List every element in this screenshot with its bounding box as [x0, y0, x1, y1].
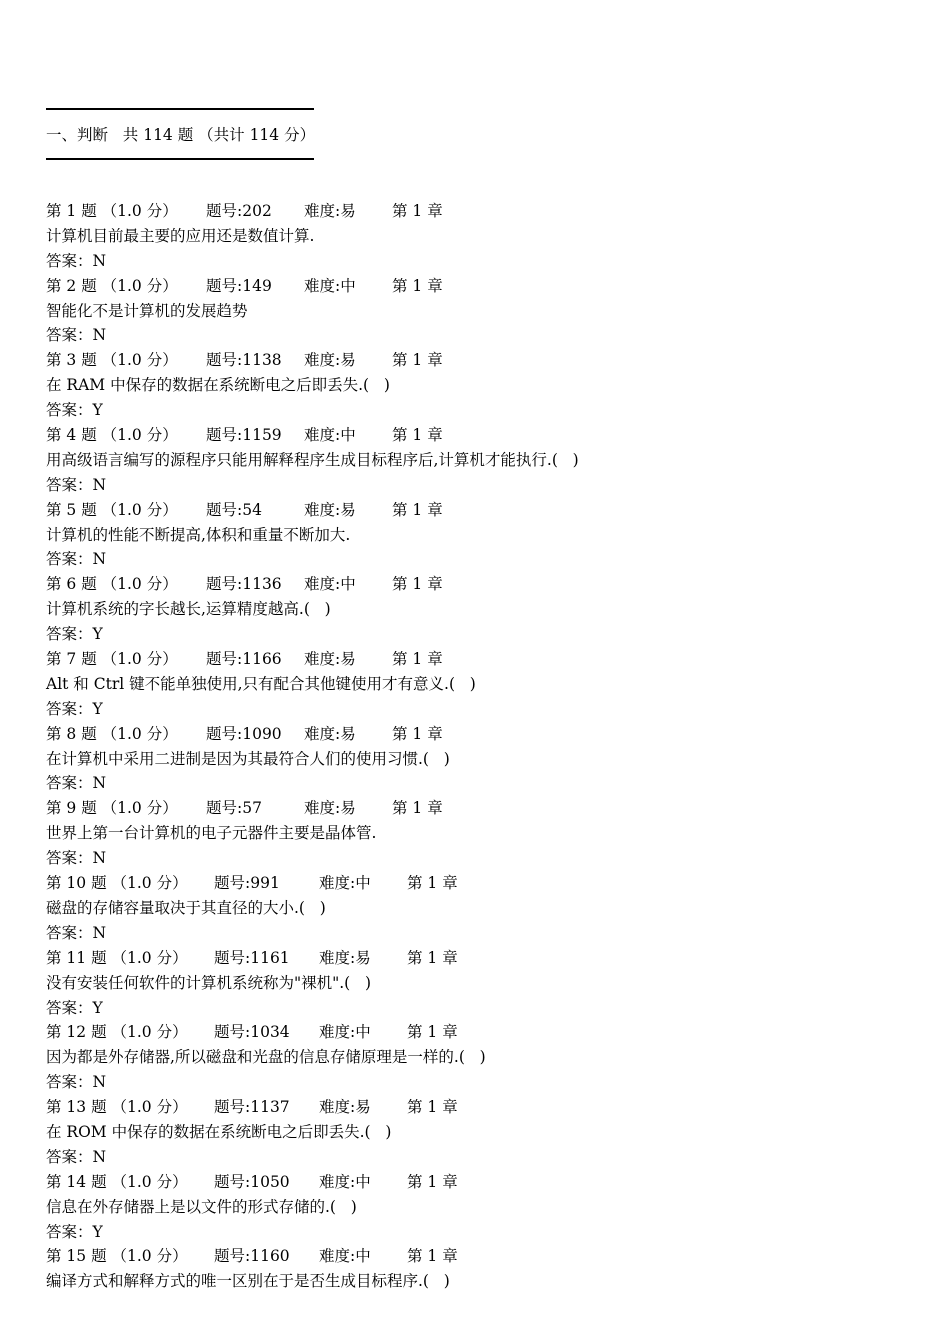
- answer-value: N: [92, 923, 107, 942]
- answer-line: [46, 697, 926, 722]
- answer-value: N: [92, 550, 107, 569]
- question-header: [46, 1095, 926, 1120]
- question-id: 题号:1160: [214, 1247, 290, 1266]
- question-id: 题号:1034: [214, 1023, 290, 1042]
- question-number: 第 12 题 （1.0 分）: [46, 1023, 188, 1042]
- answer-value: N: [92, 1147, 107, 1166]
- answer-label: 答案：: [46, 699, 93, 718]
- question-chapter: 第 1 章: [407, 1247, 458, 1266]
- question-id: 题号:1136: [206, 575, 282, 594]
- question-difficulty: 难度:易: [304, 500, 356, 519]
- question-header: [46, 722, 926, 747]
- section-title: 一、判断 共 114 题 （共计 114 分）: [46, 126, 316, 144]
- question-id: 题号:1090: [206, 724, 282, 743]
- question-text: 磁盘的存储容量取决于其直径的大小.( ): [46, 898, 326, 917]
- question-number: 第 15 题 （1.0 分）: [46, 1247, 188, 1266]
- question-chapter: 第 1 章: [392, 724, 443, 743]
- question-difficulty: 难度:中: [319, 1172, 371, 1191]
- answer-line: [46, 323, 926, 348]
- question-header: [46, 871, 926, 896]
- question-header: [46, 423, 926, 448]
- answer-value: N: [92, 326, 107, 345]
- question-number: 第 2 题 （1.0 分）: [46, 276, 178, 295]
- answer-line: [46, 473, 926, 498]
- question-text: 计算机的性能不断提高,体积和重量不断加大.: [46, 525, 351, 544]
- answer-value: N: [92, 475, 107, 494]
- answer-value: Y: [92, 699, 103, 718]
- question-id: 题号:991: [214, 874, 280, 893]
- answer-value: N: [92, 1073, 107, 1092]
- answer-value: Y: [92, 1222, 103, 1241]
- question-difficulty: 难度:易: [304, 650, 356, 669]
- question-chapter: 第 1 章: [407, 1098, 458, 1117]
- answer-label: 答案：: [46, 401, 93, 420]
- question-id: 题号:1137: [214, 1098, 290, 1117]
- answer-label: 答案：: [46, 550, 93, 569]
- question-chapter: 第 1 章: [407, 874, 458, 893]
- question-header: [46, 796, 926, 821]
- question-chapter: 第 1 章: [392, 650, 443, 669]
- question-number: 第 7 题 （1.0 分）: [46, 650, 178, 669]
- question-number: 第 10 题 （1.0 分）: [46, 874, 188, 893]
- question-id: 题号:202: [206, 202, 272, 220]
- answer-line: [46, 996, 926, 1021]
- question-number: 第 5 题 （1.0 分）: [46, 500, 178, 519]
- answer-value: N: [92, 849, 107, 868]
- answer-line: [46, 846, 926, 871]
- question-text: 编译方式和解释方式的唯一区别在于是否生成目标程序.( ): [46, 1272, 450, 1291]
- answer-line: [46, 398, 926, 423]
- question-list: [46, 199, 926, 1294]
- question-text: 没有安装任何软件的计算机系统称为"裸机".( ): [46, 973, 372, 992]
- answer-line: [46, 1220, 926, 1245]
- question-header: [46, 199, 926, 224]
- question-id: 题号:149: [206, 276, 272, 295]
- question-id: 题号:1159: [206, 426, 282, 445]
- question-difficulty: 难度:易: [304, 799, 356, 818]
- question-difficulty: 难度:易: [304, 724, 356, 743]
- answer-line: [46, 1145, 926, 1170]
- question-header: [46, 1244, 926, 1269]
- question-header: [46, 1170, 926, 1195]
- question-difficulty: 难度:中: [319, 1247, 371, 1266]
- question-text: 世界上第一台计算机的电子元器件主要是晶体管.: [46, 824, 377, 843]
- answer-label: 答案：: [46, 625, 93, 644]
- question-number: 第 6 题 （1.0 分）: [46, 575, 178, 594]
- question-chapter: 第 1 章: [392, 202, 443, 220]
- question-number: 第 4 题 （1.0 分）: [46, 426, 178, 445]
- question-header: [46, 498, 926, 523]
- question-chapter: 第 1 章: [407, 1023, 458, 1042]
- question-chapter: 第 1 章: [392, 500, 443, 519]
- question-text: 因为都是外存储器,所以磁盘和光盘的信息存储原理是一样的.( ): [46, 1048, 486, 1067]
- question-chapter: 第 1 章: [407, 948, 458, 967]
- answer-value: Y: [92, 998, 103, 1017]
- question-text: 信息在外存储器上是以文件的形式存储的.( ): [46, 1197, 357, 1216]
- answer-label: 答案：: [46, 1222, 93, 1241]
- question-text: 用高级语言编写的源程序只能用解释程序生成目标程序后,计算机才能执行.( ): [46, 450, 579, 469]
- answer-label: 答案：: [46, 326, 93, 345]
- section-rule-top: [46, 108, 314, 110]
- answer-value: Y: [92, 625, 103, 644]
- question-id: 题号:1166: [206, 650, 282, 669]
- question-chapter: 第 1 章: [392, 426, 443, 445]
- question-number: 第 8 题 （1.0 分）: [46, 724, 178, 743]
- question-chapter: 第 1 章: [392, 276, 443, 295]
- question-text: 智能化不是计算机的发展趋势: [46, 301, 248, 320]
- question-id: 题号:1050: [214, 1172, 290, 1191]
- question-id: 题号:57: [206, 799, 262, 818]
- question-difficulty: 难度:易: [319, 948, 371, 967]
- question-chapter: 第 1 章: [392, 799, 443, 818]
- question-header: [46, 274, 926, 299]
- question-difficulty: 难度:中: [304, 426, 356, 445]
- question-text: 在 ROM 中保存的数据在系统断电之后即丢失.( ): [46, 1122, 392, 1141]
- question-difficulty: 难度:中: [304, 276, 356, 295]
- question-difficulty: 难度:中: [304, 575, 356, 594]
- question-difficulty: 难度:易: [319, 1098, 371, 1117]
- question-number: 第 14 题 （1.0 分）: [46, 1172, 188, 1191]
- question-header: [46, 647, 926, 672]
- answer-label: 答案：: [46, 923, 93, 942]
- question-difficulty: 难度:中: [319, 874, 371, 893]
- question-id: 题号:1138: [206, 351, 282, 370]
- answer-line: [46, 771, 926, 796]
- question-difficulty: 难度:易: [304, 202, 356, 220]
- question-text: 计算机系统的字长越长,运算精度越高.( ): [46, 600, 331, 619]
- question-header: [46, 348, 926, 373]
- question-difficulty: 难度:中: [319, 1023, 371, 1042]
- question-chapter: 第 1 章: [392, 575, 443, 594]
- answer-label: 答案：: [46, 475, 93, 494]
- question-chapter: 第 1 章: [392, 351, 443, 370]
- answer-line: [46, 622, 926, 647]
- question-number: 第 11 题 （1.0 分）: [46, 948, 188, 967]
- answer-line: [46, 921, 926, 946]
- question-header: [46, 946, 926, 971]
- question-id: 题号:54: [206, 500, 262, 519]
- answer-label: 答案：: [46, 849, 93, 868]
- answer-value: N: [92, 774, 107, 793]
- question-number: 第 1 题 （1.0 分）: [46, 202, 178, 220]
- section-rule-bottom: [46, 158, 314, 160]
- question-header: [46, 1020, 926, 1045]
- answer-value: Y: [92, 401, 103, 420]
- question-text: Alt 和 Ctrl 键不能单独使用,只有配合其他键使用才有意义.( ): [46, 674, 476, 693]
- answer-label: 答案：: [46, 1147, 93, 1166]
- answer-label: 答案：: [46, 1073, 93, 1092]
- question-header: [46, 572, 926, 597]
- question-id: 题号:1161: [214, 948, 290, 967]
- answer-line: [46, 1070, 926, 1095]
- answer-label: 答案：: [46, 251, 93, 270]
- question-number: 第 3 题 （1.0 分）: [46, 351, 178, 370]
- question-difficulty: 难度:易: [304, 351, 356, 370]
- answer-value: N: [92, 251, 107, 270]
- question-number: 第 13 题 （1.0 分）: [46, 1098, 188, 1117]
- question-number: 第 9 题 （1.0 分）: [46, 799, 178, 818]
- question-text: 计算机目前最主要的应用还是数值计算.: [46, 226, 315, 245]
- question-chapter: 第 1 章: [407, 1172, 458, 1191]
- answer-line: [46, 249, 926, 274]
- question-text: 在计算机中采用二进制是因为其最符合人们的使用习惯.( ): [46, 749, 450, 768]
- answer-label: 答案：: [46, 998, 93, 1017]
- question-text: 在 RAM 中保存的数据在系统断电之后即丢失.( ): [46, 376, 390, 395]
- answer-label: 答案：: [46, 774, 93, 793]
- answer-line: [46, 547, 926, 572]
